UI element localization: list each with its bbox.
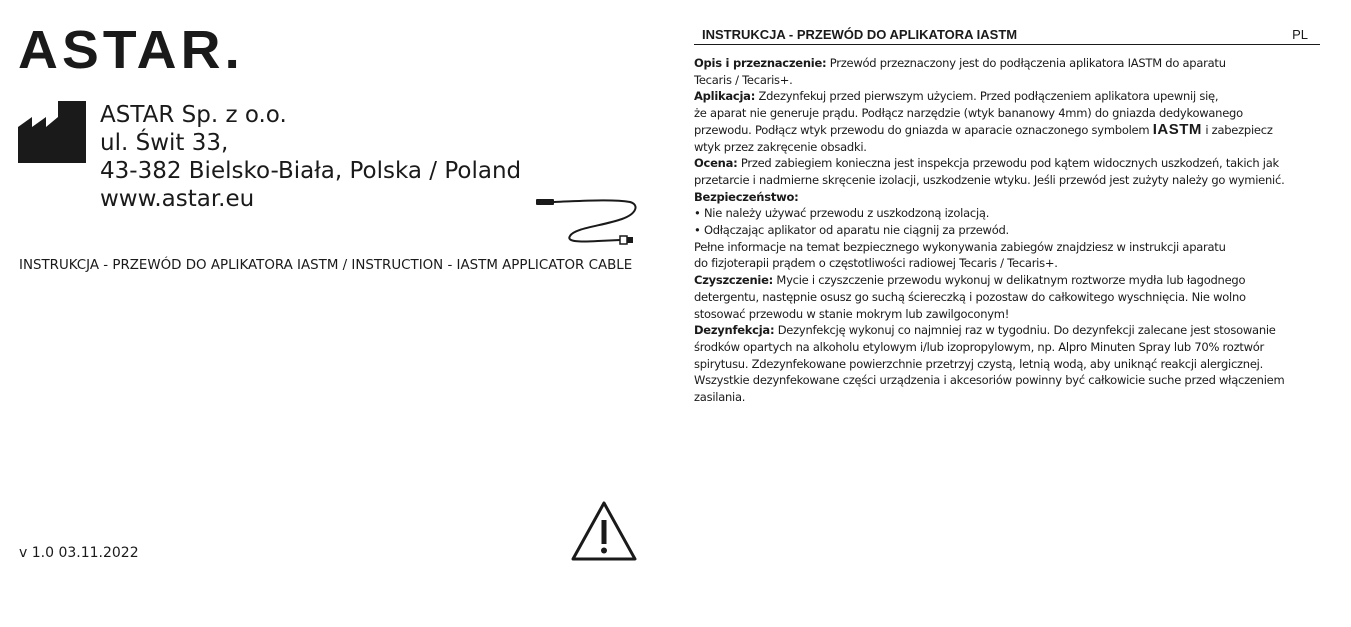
instructions-title: INSTRUKCJA - PRZEWÓD DO APLIKATORA IASTM: [702, 27, 1018, 42]
dezynfekcja-label: Dezynfekcja:: [694, 323, 775, 338]
bezpieczenstwo-bullet: • Odłączając aplikator od aparatu nie ciągnij za przewód.: [694, 223, 1009, 238]
czyszczenie-line: detergentu, następnie osusz go suchą ściereczką i pozostaw do całkowitego wyschnięcia. Nie wolno: [694, 289, 1246, 304]
aplikacja-text: Zdezynfekuj przed pierwszym użyciem. Przed podłączeniem aplikatora upewnij się,: [755, 89, 1219, 104]
instructions-panel: [694, 24, 1320, 406]
instructions-body: [694, 55, 1320, 406]
bezpieczenstwo-label: Bezpieczeństwo:: [694, 189, 799, 204]
dezynfekcja-line: [694, 322, 1320, 339]
version-label: v 1.0 03.11.2022: [19, 545, 139, 561]
cable-icon: [532, 192, 642, 254]
bezpieczenstwo-line: Pełne informacje na temat bezpiecznego wykonywania zabiegów znajdziesz w instrukcji aparatu: [694, 239, 1226, 254]
city: 43-382 Bielsko-Biała, Polska / Poland: [100, 158, 522, 184]
street: ul. Świt 33,: [100, 130, 229, 156]
iastm-symbol: IASTM: [1152, 120, 1202, 138]
opis-label: Opis i przeznaczenie:: [694, 56, 827, 70]
czyszczenie-label: Czyszczenie:: [694, 273, 774, 288]
ocena-line: [694, 155, 1320, 172]
language-code: PL: [1292, 27, 1308, 42]
dezynfekcja-line: Wszystkie dezynfekowane części urządzenia i akcesoriów powinny być całkowicie suche przed włączeniem: [694, 373, 1285, 388]
document-title: INSTRUKCJA - PRZEWÓD DO APLIKATORA IASTM / INSTRUCTION - IASTM APPLICATOR CABLE: [19, 258, 633, 273]
bezpieczenstwo-line: do fizjoterapii prądem o częstotliwości radiowej Tecaris / Tecaris+.: [694, 256, 1058, 271]
opis-line: Tecaris / Tecaris+.: [694, 72, 793, 87]
factory-icon: [18, 101, 86, 163]
aplikacja-line: że aparat nie generuje prądu. Podłącz narzędzie (wtyk bananowy 4mm) do gniazda dedykowanego: [694, 106, 1243, 121]
dezynfekcja-line: środków opartych na alkoholu etylowym i/lub izopropylowym, np. Alpro Minuten Spray lub 70% roztwór: [694, 339, 1265, 354]
dezynfekcja-text: Dezynfekcję wykonuj co najmniej raz w tygodniu. Do dezynfekcji zalecane jest stosowanie: [774, 323, 1276, 338]
aplikacja-line: wtyk przez zakręcenie obsadki.: [694, 139, 867, 154]
opis-line: [694, 55, 1320, 72]
ocena-line: przetarcie i nadmierne skręcenie izolacji, uszkodzenie wtyku. Jeśli przewód jest zużyty należy go wymienić.: [694, 172, 1285, 187]
aplikacja-label: Aplikacja:: [694, 89, 756, 104]
astar-logo-text: ASTAR.: [18, 22, 245, 74]
aplikacja-text: przewodu. Podłącz wtyk przewodu do gniazda w aparacie oznaczonego symbolem: [694, 122, 1153, 137]
astar-logo: [18, 22, 248, 74]
dezynfekcja-line: spirytusu. Zdezynfekowane powierzchnie przetrzyj czystą, letnią wodą, aby uniknąć reakcji alergicznej.: [694, 356, 1264, 371]
company-name: ASTAR Sp. z o.o.: [100, 102, 287, 128]
manufacturer-address: [100, 101, 521, 213]
website: www.astar.eu: [100, 186, 255, 212]
opis-text: Przewód przeznaczony jest do podłączenia aplikatora IASTM do aparatu: [826, 56, 1226, 70]
instructions-header: [694, 24, 1320, 45]
dezynfekcja-line: zasilania.: [694, 390, 746, 405]
warning-triangle-icon: [570, 500, 638, 562]
aplikacja-line: [694, 122, 1320, 139]
ocena-label: Ocena:: [694, 156, 738, 171]
ocena-text: Przed zabiegiem konieczna jest inspekcja przewodu pod kątem widocznych uszkodzeń, takich jak: [737, 156, 1279, 171]
czyszczenie-line: [694, 272, 1320, 289]
aplikacja-line: [694, 88, 1320, 105]
bezpieczenstwo-bullet: • Nie należy używać przewodu z uszkodzoną izolacją.: [694, 206, 990, 221]
czyszczenie-line: stosować przewodu w stanie mokrym lub zawilgoconym!: [694, 306, 1010, 321]
aplikacja-text: i zabezpiecz: [1201, 122, 1273, 137]
czyszczenie-text: Mycie i czyszczenie przewodu wykonuj w delikatnym roztworze mydła lub łagodnego: [773, 273, 1246, 288]
